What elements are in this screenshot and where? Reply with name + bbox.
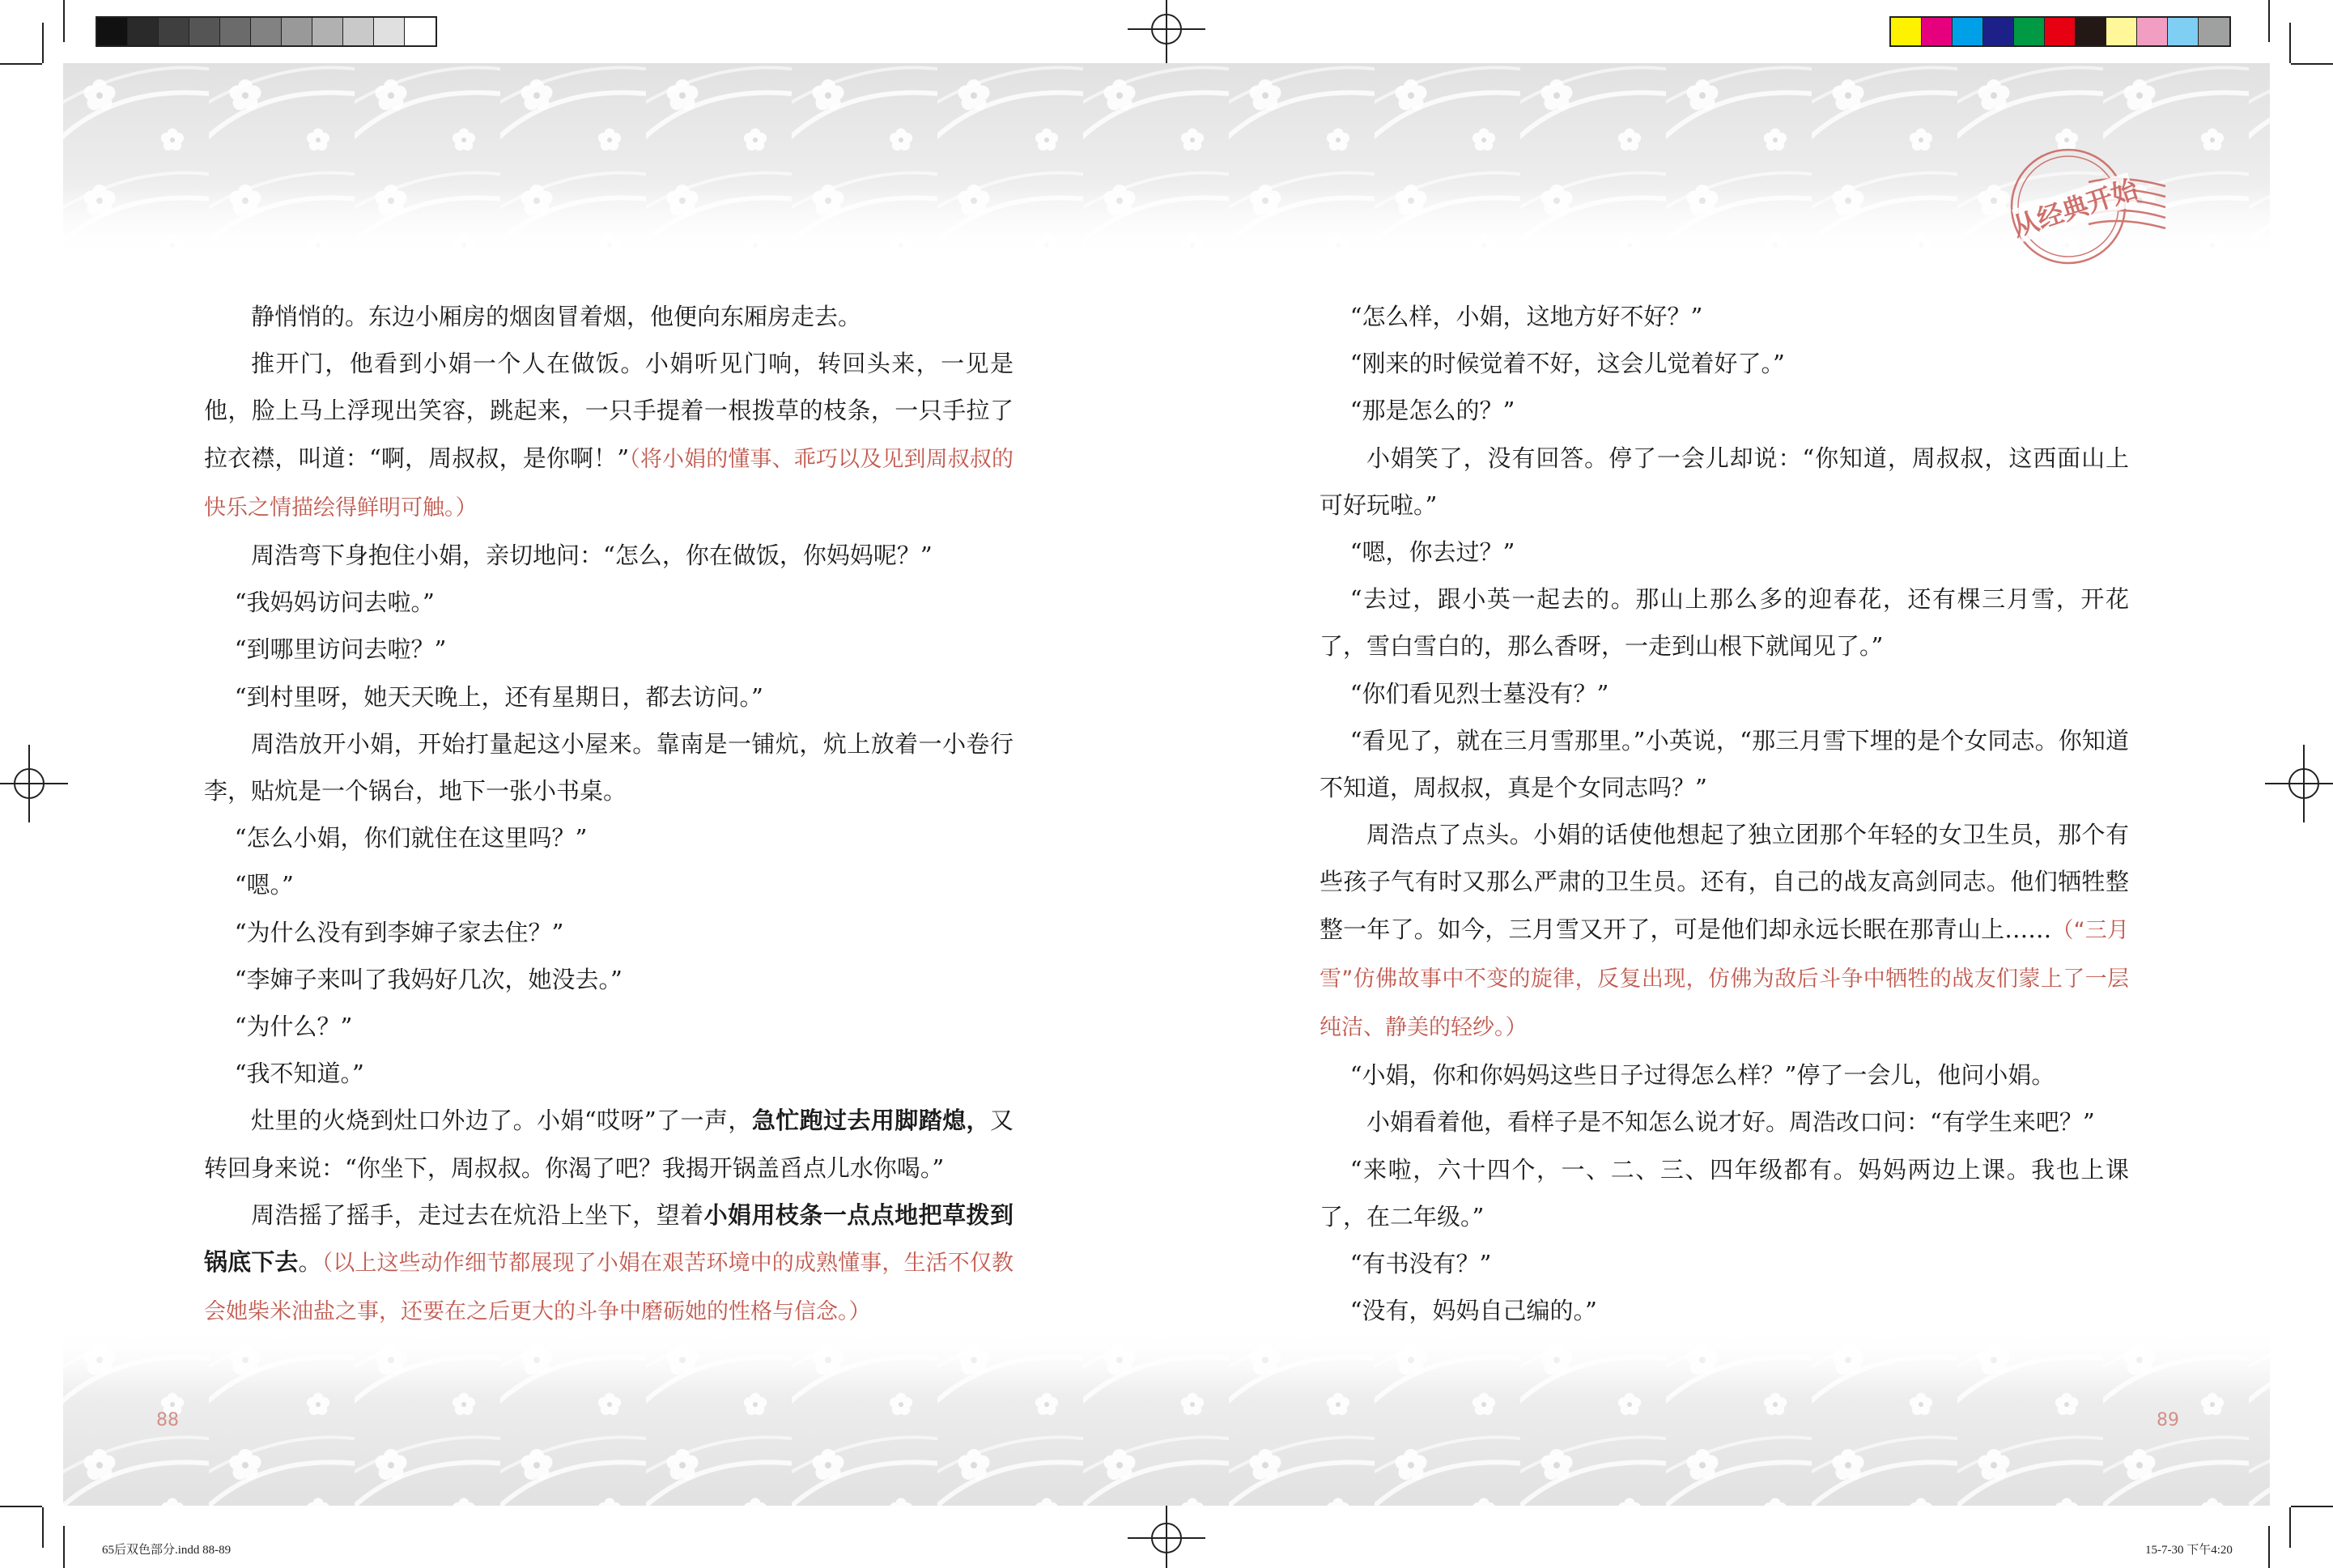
- paragraph: [1319, 811, 2129, 1052]
- paragraph-text: 推开门，他看到小娟一个人在做饭。小娟听见门响，转回头来，一见是他，脸上马上浮现出笑容，跳起来，一只手提着一根拨草的枝条，一只手拉了拉衣襟，叫道：“啊，周叔叔，是你啊！”: [204, 350, 1014, 472]
- left-page-body: [204, 293, 1014, 1336]
- paragraph-text: 又转回身来说：“你坐下，周叔叔。你渴了吧？我揭开锅盖舀点儿水你喝。”: [204, 1107, 1014, 1182]
- registration-mark-right: [2265, 745, 2333, 822]
- crop-mark: [0, 63, 42, 65]
- calibration-swatch: [1891, 18, 1922, 45]
- calibration-swatch: [189, 18, 220, 45]
- calibration-swatch: [159, 18, 189, 45]
- calibration-swatch: [1983, 18, 2014, 45]
- calibration-swatch: [128, 18, 159, 45]
- right-page-body: [1319, 293, 2129, 1334]
- paragraph: [204, 1192, 1014, 1336]
- annotation-note: （以上这些动作细节都展现了小娟在艰苦环境中的成熟懂事，生活不仅教会她柴米油盐之事，还要在之后更大的斗争中磨砺她的性格与信念。）: [204, 1251, 1014, 1325]
- dialogue-line: “到哪里访问去啦？”: [234, 635, 447, 664]
- dialogue-line: “到村里呀，她天天晚上，还有星期日，都去访问。”: [234, 682, 763, 711]
- grayscale-calibration-bar: [96, 16, 437, 47]
- paragraph: 周浩弯下身抱住小娟，亲切地问：“怎么，你在做饭，你妈妈呢？”: [251, 542, 933, 570]
- calibration-swatch: [2168, 18, 2199, 45]
- dialogue-line: “那是怎么的？”: [1349, 397, 1515, 425]
- calibration-swatch: [2199, 18, 2229, 45]
- annotation-note: （“三月雪”仿佛故事中不变的旋律，反复出现，仿佛为敌后斗争中牺牲的战友们蒙上了一层纯洁、静美的轻纱。）: [1319, 917, 2129, 1041]
- dialogue-line: “为什么？”: [234, 1013, 353, 1041]
- paragraph: [204, 340, 1014, 532]
- dialogue-line: “我妈妈访问去啦。”: [234, 589, 435, 617]
- paragraph: 小娟看着他，看样子是不知怎么说才好。周浩改口问：“有学生来吧？”: [1366, 1108, 2095, 1137]
- dialogue-line: “来啦，六十四个，一、二、三、四年级都有。妈妈两边上课。我也上课了，在二年级。”: [1319, 1155, 2129, 1230]
- paragraph: 周浩放开小娟，开始打量起这小屋来。靠南是一铺炕，炕上放着一小卷行李，贴炕是一个锅台，地下一张小书桌。: [204, 729, 1014, 805]
- calibration-swatch: [97, 18, 128, 45]
- calibration-swatch: [251, 18, 282, 45]
- dialogue-line: “为什么没有到李婶子家去住？”: [234, 918, 564, 946]
- dialogue-line: “刚来的时候觉着不好，这会儿觉着好了。”: [1349, 350, 1785, 378]
- annotation-note: （将小娟的懂事、乖巧以及见到周叔叔的快乐之情描绘得鲜明可触。）: [204, 446, 1014, 521]
- classic-stamp-logo: [1991, 138, 2169, 283]
- calibration-swatch: [405, 18, 436, 45]
- dialogue-line: “怎么小娟，你们就住在这里吗？”: [234, 824, 588, 852]
- crop-mark: [0, 1506, 42, 1507]
- crop-mark: [2268, 0, 2270, 42]
- calibration-swatch: [2137, 18, 2168, 45]
- crop-mark: [2291, 1506, 2333, 1507]
- registration-mark-top: [1128, 0, 1205, 68]
- dialogue-line: “没有，妈妈自己编的。”: [1349, 1297, 1597, 1325]
- paragraph-text: 灶里的火烧到灶口外边了。小娟“哎呀”了一声，: [251, 1107, 752, 1135]
- emphasized-text: 急忙跑过去用脚踏熄，: [751, 1107, 990, 1135]
- file-slug: 65后双色部分.indd 88-89: [102, 1544, 232, 1557]
- paragraph-text: 周浩摇了摇手，走过去在炕沿上坐下，望着: [251, 1200, 704, 1229]
- dialogue-line: “怎么样，小娟，这地方好不好？”: [1349, 303, 1703, 330]
- paragraph-text: 周浩点了点头。小娟的话使他想起了独立团那个年轻的女卫生员，那个有些孩子气有时又那么严肃的卫生员。还有，自己的战友高剑同志。他们牺牲整整一年了。如今，三月雪又开了，可是他们却永远长眠在那青山上……: [1319, 821, 2129, 943]
- calibration-swatch: [2045, 18, 2076, 45]
- crop-mark: [2268, 1526, 2270, 1568]
- calibration-swatch: [282, 18, 312, 45]
- paragraph: [204, 1097, 1014, 1191]
- header-floral-band: [63, 63, 2270, 257]
- dialogue-line: “看见了，就在三月雪那里。”小英说，“那三月雪下埋的是个女同志。你知道不知道，周叔叔，真是个女同志吗？”: [1319, 726, 2129, 802]
- color-calibration-bar: [1889, 16, 2231, 47]
- crop-mark: [42, 1507, 44, 1548]
- calibration-swatch: [220, 18, 251, 45]
- dialogue-line: “有书没有？”: [1349, 1250, 1492, 1278]
- footer-floral-band: [63, 1328, 2270, 1506]
- dialogue-line: “我不知道。”: [234, 1060, 364, 1088]
- calibration-swatch: [2014, 18, 2045, 45]
- page-number-right: 89: [2157, 1410, 2179, 1430]
- paragraph: 小娟笑了，没有回答。停了一会儿却说：“你知道，周叔叔，这西面山上可好玩啦。”: [1319, 444, 2129, 519]
- calibration-swatch: [374, 18, 405, 45]
- dialogue-line: “去过，跟小英一起去的。那山上那么多的迎春花，还有棵三月雪，开花了，雪白雪白的，那么香呀，一走到山根下就闻见了。”: [1319, 585, 2129, 661]
- calibration-swatch: [2076, 18, 2106, 45]
- dialogue-line: “嗯。”: [234, 871, 294, 899]
- dialogue-line: “李婶子来叫了我妈好几次，她没去。”: [234, 965, 623, 993]
- crop-mark: [42, 23, 44, 63]
- emphasized-text: 小娟用枝条一点点地把草拨到锅底下去: [204, 1200, 1014, 1277]
- crop-mark: [63, 0, 65, 42]
- crop-mark: [63, 1526, 65, 1568]
- calibration-swatch: [2106, 18, 2137, 45]
- calibration-swatch: [1922, 18, 1953, 45]
- date-slug: 15-7-30 下午4:20: [2145, 1544, 2233, 1557]
- calibration-swatch: [1953, 18, 1983, 45]
- paragraph: 静悄悄的。东边小厢房的烟囱冒着烟，他便向东厢房走去。: [251, 303, 862, 330]
- crop-mark: [2291, 63, 2333, 65]
- page-number-left: 88: [156, 1410, 179, 1430]
- dialogue-line: “小娟，你和你妈妈这些日子过得怎么样？”停了一会儿，他问小娟。: [1349, 1061, 2055, 1090]
- dialogue-line: “你们看见烈士墓没有？”: [1349, 679, 1609, 708]
- registration-mark-left: [0, 745, 68, 822]
- crop-mark: [2289, 1507, 2291, 1548]
- registration-mark-bottom: [1128, 1499, 1205, 1568]
- crop-mark: [2289, 23, 2291, 63]
- calibration-swatch: [343, 18, 374, 45]
- dialogue-line: “嗯，你去过？”: [1349, 538, 1515, 567]
- calibration-swatch: [312, 18, 343, 45]
- stamp-text: 从经典开始: [2008, 173, 2142, 243]
- paragraph-text: 。: [298, 1248, 322, 1277]
